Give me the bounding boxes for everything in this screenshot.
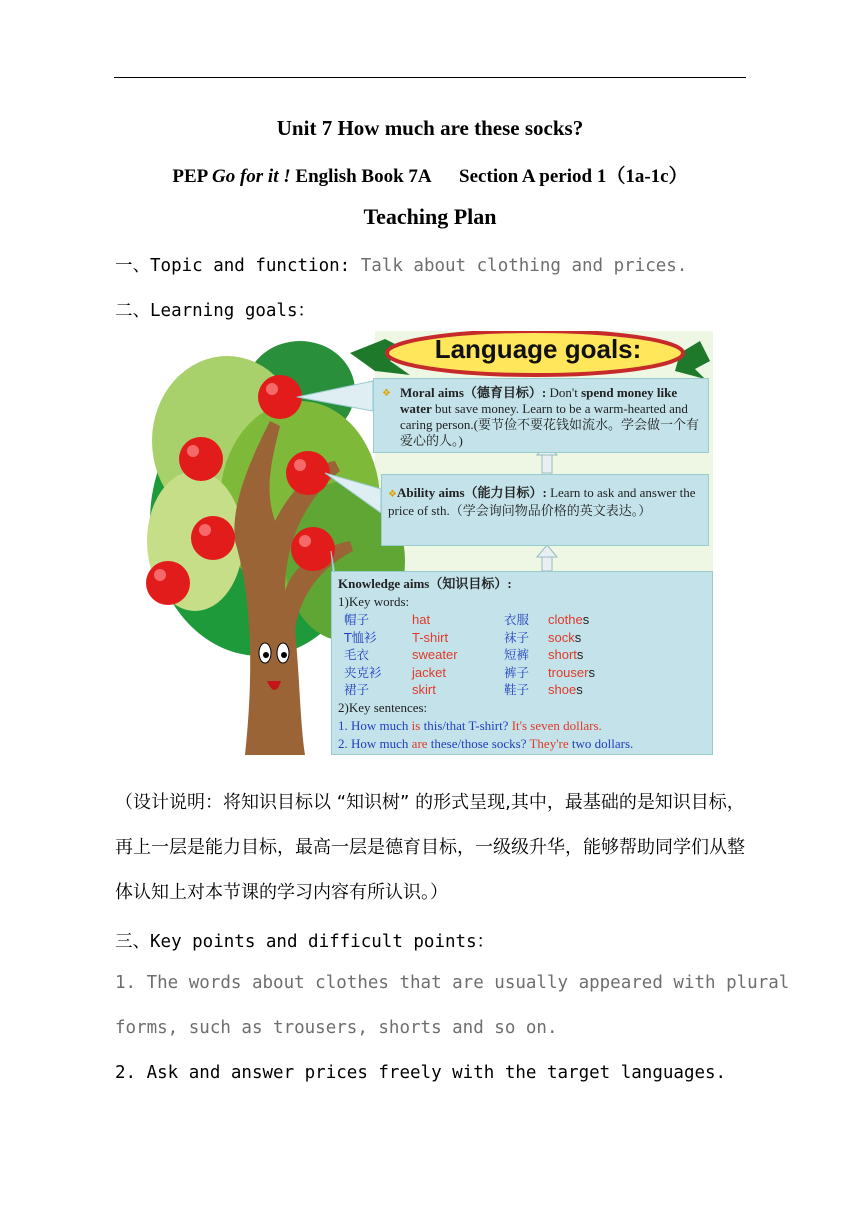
plural-suffix: s xyxy=(588,664,595,680)
ability-text: Learn to ask and answer the price of sth.（学会询问物品价格的英文表达。） xyxy=(388,485,696,518)
diamond-bullet-icon: ❖ xyxy=(388,489,397,500)
diamond-bullet-icon: ❖ xyxy=(382,388,391,399)
key-word-en xyxy=(412,647,458,663)
design-note: （设计说明：将知识目标以 “知识树” 的形式呈现,其中，最基础的是知识目标，再上一层是能力目标，最高一层是德育目标，一级级升华，能够帮助同学们从整体认知上对本节课的学习内容有所认识。） xyxy=(115,792,745,903)
unit-title: Unit 7 How much are these socks? xyxy=(276,116,584,140)
point-line-3: 2. Ask and answer prices freely with the target languages. xyxy=(115,1063,727,1083)
ability-heading: Ability aims（能力目标）: xyxy=(396,485,547,500)
key-word-stem: jacket xyxy=(412,664,446,680)
book-subtitle xyxy=(0,161,860,188)
language-goals-banner: Language goals: xyxy=(434,334,642,364)
key-word-en xyxy=(548,682,583,698)
key-word-stem: sock xyxy=(548,629,575,645)
key-word-cn: 毛衣 xyxy=(344,647,370,662)
s2-part: two dollars. xyxy=(568,736,634,751)
key-word-en xyxy=(548,647,583,663)
key-word-en xyxy=(548,612,589,628)
s2-part: They're xyxy=(529,736,569,751)
s1-part: is xyxy=(411,718,421,733)
key-word-en xyxy=(548,665,595,681)
key-word-cn: 裤子 xyxy=(504,664,530,680)
language-goals-figure xyxy=(135,331,713,755)
key-word-cn: 衣服 xyxy=(504,612,530,627)
s2-part: are xyxy=(411,736,428,751)
key-word-cn: 夹克衫 xyxy=(344,664,382,680)
plural-suffix: s xyxy=(576,682,583,697)
top-rule xyxy=(114,77,746,78)
knowledge-aims-box xyxy=(331,571,713,755)
key-word-cn: 短裤 xyxy=(504,647,530,662)
subtitle-post: English Book 7A Section A period 1（1a-1c） xyxy=(290,166,688,187)
key-word-en xyxy=(548,630,581,646)
key-word-cn: 袜子 xyxy=(504,629,530,645)
s1-part: 1. How much xyxy=(338,718,412,733)
key-word-stem: hat xyxy=(412,612,431,627)
s1-part: this/that T-shirt? xyxy=(420,718,512,733)
key-points-label: 三、Key points and difficult points： xyxy=(115,932,495,952)
learning-goals-label: 二、Learning goals： xyxy=(115,301,316,321)
subtitle-italic: Go for it ! xyxy=(211,166,291,187)
topic-text: Talk about clothing and prices. xyxy=(350,256,688,276)
moral-heading: Moral aims（德育目标）: xyxy=(400,385,547,400)
key-word-en xyxy=(412,630,448,646)
key-word-en xyxy=(412,665,446,681)
key-word-stem: skirt xyxy=(412,682,436,697)
key-word-stem: trouser xyxy=(548,664,589,680)
key-word-stem: shoe xyxy=(548,682,577,697)
point-line-1: 1. The words about clothes that are usually appeared with plural xyxy=(115,973,790,993)
plural-suffix: s xyxy=(576,647,584,662)
plural-suffix: s xyxy=(582,612,590,627)
subtitle-pre: PEP xyxy=(172,166,212,187)
knowledge-heading: Knowledge aims（知识目标）: xyxy=(338,576,512,591)
key-sentence-2 xyxy=(338,736,633,752)
key-sentences-label: 2)Key sentences: xyxy=(338,700,428,715)
key-word-stem: T-shirt xyxy=(412,629,449,645)
key-word-en xyxy=(412,682,436,698)
moral-text1: Don't xyxy=(546,385,582,400)
topic-function-line xyxy=(115,252,687,277)
teaching-plan-heading: Teaching Plan xyxy=(363,204,497,229)
key-word-cn: 鞋子 xyxy=(504,682,530,697)
key-words-label: 1)Key words: xyxy=(338,594,410,609)
key-word-cn: T恤衫 xyxy=(344,629,377,645)
key-word-stem: clothe xyxy=(548,612,583,627)
key-word-cn: 帽子 xyxy=(344,612,370,627)
key-sentence-1 xyxy=(338,718,602,734)
plural-suffix: s xyxy=(574,629,582,645)
moral-aims-box xyxy=(373,378,709,453)
key-word-cn: 裙子 xyxy=(344,682,370,697)
point-line-2: forms, such as trousers, shorts and so on. xyxy=(115,1018,558,1038)
s2-part: 2. How much xyxy=(338,736,412,751)
key-word-stem: sweater xyxy=(412,647,458,662)
moral-text2: but save money. Learn to be a warm-hearted and caring person.(要节俭不要花钱如流水。学会做一个有爱心的人。) xyxy=(400,401,699,448)
ability-aims-box xyxy=(381,474,709,546)
key-word-en xyxy=(412,612,430,628)
moral-bold: spend money like water xyxy=(400,385,678,416)
topic-label: 一、Topic and function: xyxy=(115,256,351,276)
s1-part: It's seven dollars. xyxy=(511,718,602,733)
s2-part: these/those socks? xyxy=(427,736,530,751)
key-word-stem: short xyxy=(548,647,577,662)
